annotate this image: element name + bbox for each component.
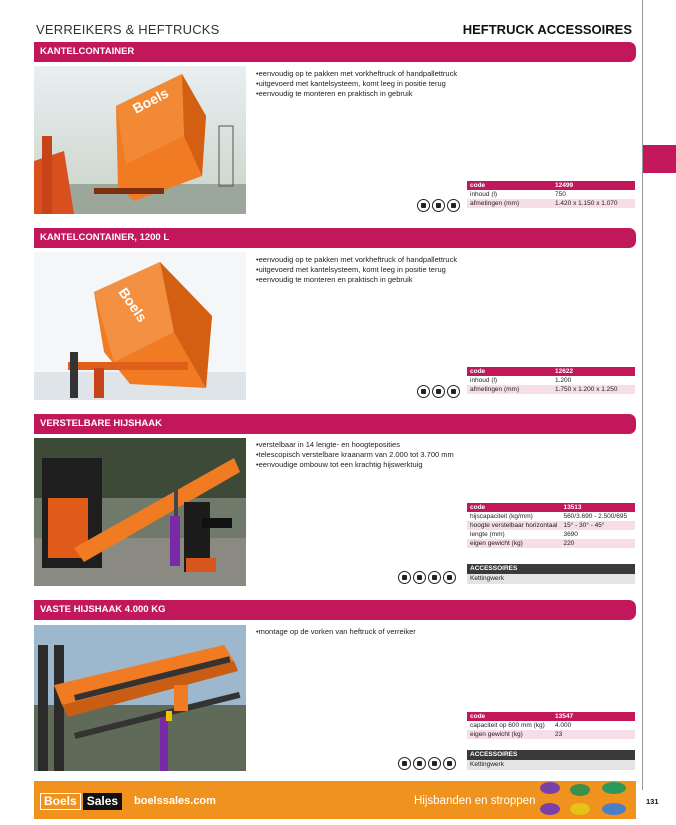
spec-label: code (467, 367, 552, 376)
spec-value: 13547 (552, 712, 635, 721)
forklift-icon (417, 385, 430, 398)
brand-text-on-container: Boels (115, 284, 151, 325)
glove-icon (432, 385, 445, 398)
forklift-icon (417, 199, 430, 212)
spec-value: 1.750 x 1.200 x 1.250 (552, 385, 635, 394)
safety-shoe-icon (447, 199, 460, 212)
product-features (256, 69, 626, 99)
spec-value: 13513 (560, 503, 635, 512)
product-title-bar: KANTELCONTAINER, 1200 L (34, 228, 636, 248)
accessories-heading: ACCESSOIRES (467, 564, 635, 574)
usage-icons (417, 199, 460, 212)
spec-value: 4.000 (552, 721, 635, 730)
spec-label: hijscapaciteit (kg/mm) (467, 512, 560, 521)
safety-shoe-icon (447, 385, 460, 398)
feature-item: • eenvoudig te monteren en praktisch in gebruik (256, 89, 626, 99)
helmet-icon (443, 571, 456, 584)
usage-icons (398, 571, 456, 584)
glove-icon (432, 199, 445, 212)
feature-item: • eenvoudig op te pakken met vorkheftruck of handpallettruck (256, 255, 626, 265)
product-title-bar: KANTELCONTAINER (34, 42, 636, 62)
spec-value: 750 (552, 190, 635, 199)
chapter-tab (643, 145, 676, 173)
feature-item: • telescopisch verstelbare kraanarm van 2.000 tot 3.700 mm (256, 450, 626, 460)
glove-icon (413, 757, 426, 770)
product-photo-kantelcontainer-1200 (34, 252, 246, 400)
feature-item: • eenvoudig te monteren en praktisch in gebruik (256, 275, 626, 285)
brand-text-on-container: Boels (129, 84, 172, 117)
forklift-icon (398, 757, 411, 770)
spec-label: eigen gewicht (kg) (467, 539, 560, 548)
spec-value: 560/3.690 - 2.500/695 (560, 512, 635, 521)
spec-value: 1.420 x 1.150 x 1.070 (552, 199, 635, 208)
feature-item: • eenvoudige ombouw tot een krachtig hijswerktuig (256, 460, 626, 470)
product-photo-vaste-hijshaak (34, 625, 246, 771)
product-title-bar: VERSTELBARE HIJSHAAK (34, 414, 636, 434)
spec-label: capaciteit op 600 mm (kg) (467, 721, 552, 730)
spec-value: 12622 (552, 367, 635, 376)
product-features (256, 255, 626, 285)
website-link[interactable]: boelssales.com (134, 795, 216, 807)
product-photo-kantelcontainer (34, 66, 246, 214)
spec-label: afmetingen (mm) (467, 199, 552, 208)
page-category-heading: HEFTRUCK ACCESSOIRES (462, 22, 632, 37)
product-features (256, 627, 626, 637)
accessories-heading: ACCESSOIRES (467, 750, 635, 760)
glove-icon (413, 571, 426, 584)
feature-item: • uitgevoerd met kantelsysteem, komt leeg in positie terug (256, 265, 626, 275)
spec-label: code (467, 712, 552, 721)
feature-item: • uitgevoerd met kantelsysteem, komt leeg in positie terug (256, 79, 626, 89)
forklift-icon (398, 571, 411, 584)
product-title-bar: VASTE HIJSHAAK 4.000 KG (34, 600, 636, 620)
spec-label: hoogte verstelbaar horizontaal (467, 521, 560, 530)
spec-label: inhoud (l) (467, 190, 552, 199)
spec-label: inhoud (l) (467, 376, 552, 385)
safety-shoe-icon (428, 757, 441, 770)
spec-table (467, 712, 635, 739)
spec-table (467, 181, 635, 208)
accessories-box (467, 750, 635, 770)
usage-icons (398, 757, 456, 770)
accessory-item: Kettingwerk (467, 574, 635, 584)
spec-value: 3690 (560, 530, 635, 539)
feature-item: • verstelbaar in 14 lengte- en hoogteposities (256, 440, 626, 450)
spec-value: 1.200 (552, 376, 635, 385)
spec-value: 220 (560, 539, 635, 548)
helmet-icon (443, 757, 456, 770)
product-photo-verstelbare-hijshaak (34, 438, 246, 586)
boels-sales-logo (40, 793, 122, 810)
accessory-item: Kettingwerk (467, 760, 635, 770)
spec-value: 12499 (552, 181, 635, 190)
spec-label: afmetingen (mm) (467, 385, 552, 394)
usage-icons (417, 385, 460, 398)
feature-item: • montage op de vorken van heftruck of verreiker (256, 627, 626, 637)
safety-shoe-icon (428, 571, 441, 584)
footer-slogan: Hijsbanden en stroppen (414, 795, 536, 807)
logo-boels: Boels (40, 793, 81, 810)
spec-label: eigen gewicht (kg) (467, 730, 552, 739)
spec-table (467, 503, 635, 548)
page-divider-line (642, 0, 643, 790)
spec-label: code (467, 181, 552, 190)
section-heading: VERREIKERS & HEFTRUCKS (36, 22, 220, 37)
spec-value: 15° - 30° - 45° (560, 521, 635, 530)
logo-sales: Sales (83, 793, 122, 810)
lifting-straps-illustration (536, 778, 634, 825)
spec-table (467, 367, 635, 394)
spec-value: 23 (552, 730, 635, 739)
spec-label: lengte (mm) (467, 530, 560, 539)
product-features (256, 440, 626, 470)
feature-item: • eenvoudig op te pakken met vorkheftruck of handpallettruck (256, 69, 626, 79)
accessories-box (467, 564, 635, 584)
page-number: 131 (646, 797, 659, 806)
spec-label: code (467, 503, 560, 512)
